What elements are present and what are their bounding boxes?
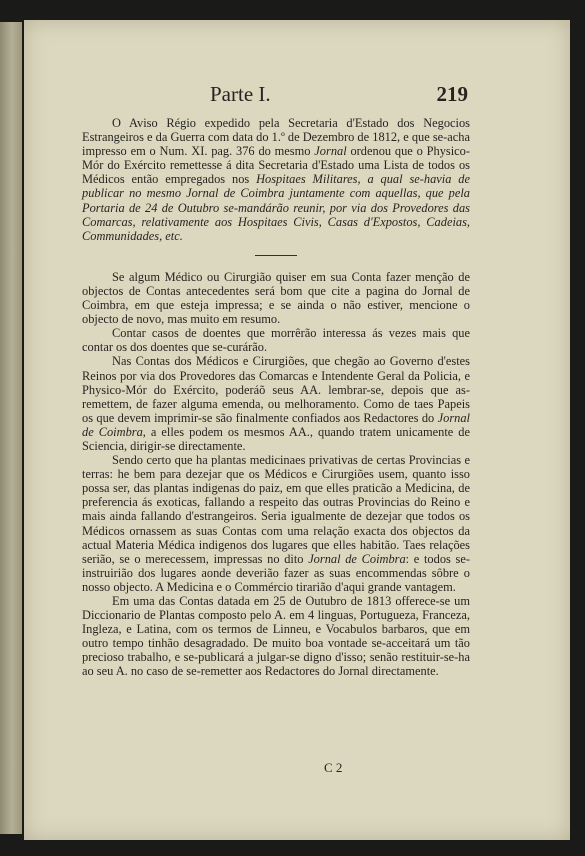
- paragraph-contas: [82, 354, 470, 453]
- paragraph-text: , a elles podem os mesmos AA., quando tratem unicamente de Sciencia, dirigir-se directamente.: [82, 424, 470, 453]
- italic-journal: Jornal de Coimbra: [82, 410, 470, 439]
- paragraph-cite: Se algum Médico ou Cirurgião quiser em sua Conta fazer menção de objectos de Contas antecedentes será bom que cite a pagina do Jornal de Coimbra, em que esteja impressa; e se ainda o não estiver, mencione o objecto de novo, mas muito em resumo.: [82, 269, 470, 327]
- italic-journal: Jornal: [314, 144, 347, 159]
- running-title: Parte I.: [210, 82, 271, 106]
- signature-mark: C 2: [324, 760, 343, 775]
- book-spine: [0, 22, 22, 834]
- paragraph-diccionario: Em uma das Contas datada em 25 de Outubro de 1813 offerece-se um Diccionario de Plantas composto pelo A. em 4 linguas, Portugueza, Franceza, Ingleza, e Latina, com os termos de Linneu, e Vocabulos barbaros, que em outro tempo tinhão desagradado. De muito boa vontade se-acceitará um tão precioso trabalho, e se-publicará a julgar-se digno d'isso; senão restituir-se-ha ao seu A. no caso de se-remetter aos Redactores do Jornal directamente.: [82, 594, 470, 679]
- paragraph-text: ordenou que o Physico-Mór do Exército remettesse á dita Secretaria d'Estado uma Lista de todos os Médicos então empregados nos: [82, 144, 471, 187]
- page-header: [204, 82, 468, 110]
- page-number: 219: [436, 82, 468, 106]
- section-divider: [255, 255, 297, 256]
- paragraph-plantas: [82, 453, 470, 594]
- italic-journal: Jornal de Coimbra: [308, 551, 406, 566]
- paragraph-text: O Aviso Régio expedido pela Secretaria d'Estado dos Negocios Estrangeiros e da Guerra com data do 1.º de Dezembro de 1812, e que se-acha impresso em o Num. XI. pag. 376 do mesmo: [82, 116, 470, 159]
- paragraph-casos: Contar casos de doentes que morrêrão interessa ás vezes mais que contar os dos doentes que se-curárão.: [82, 326, 470, 355]
- italic-passage: Hospitaes Militares, a qual se-havia de publicar no mesmo Jornal de Coimbra juntamente com aquellas, que pela Portaria de 24 de Outubro se-mandárão reunir, por via dos Provedores das Comarcas, relativamente aos Hospitaes Civis, Casas d'Expostos, Cadeias, Communidades, etc.: [82, 172, 470, 243]
- paragraph-text: Sendo certo que ha plantas medicinaes privativas de certas Provincias e terras: he bem para dezejar que os Médicos e Cirurgiões usem, quanto isso possa ser, das plantas indigenas do paiz, em que elles praticão a Medicina, de preferencia ás exoticas, fallando a respeito das outras Provincias do Reino e mais ainda fallando d'estrangeiros. Seria igualmente de dezejar que todos os Médicos ornassem as suas Contas com uma relação exacta dos objectos da actual Materia Médica indigenos dos lugares que elles habitão. Taes relações serião, se o merecessem, impressas no dito: [82, 453, 470, 566]
- book-page: [24, 20, 570, 840]
- body-text: [82, 116, 470, 679]
- paragraph-text: : e todos se-instruirião dos lugares aonde deverião fazer as suas encommendas sôbre o nosso objecto. A Medicina e o Commércio tirarião d'aqui grande vantagem.: [82, 551, 470, 594]
- paragraph-aviso: [82, 116, 470, 243]
- paragraph-text: Nas Contas dos Médicos e Cirurgiões, que chegão ao Governo d'estes Reinos por via dos Provedores das Comarcas e Intendente Geral da Policia, e Physico-Mór do Exército, poderáõ seus AA. lembrar-se, depois que as-remettem, de fazer alguma emenda, ou melhoramento. Como de taes Papeis os que devem imprimir-se são finalmente confiados aos Redactores do: [82, 354, 470, 425]
